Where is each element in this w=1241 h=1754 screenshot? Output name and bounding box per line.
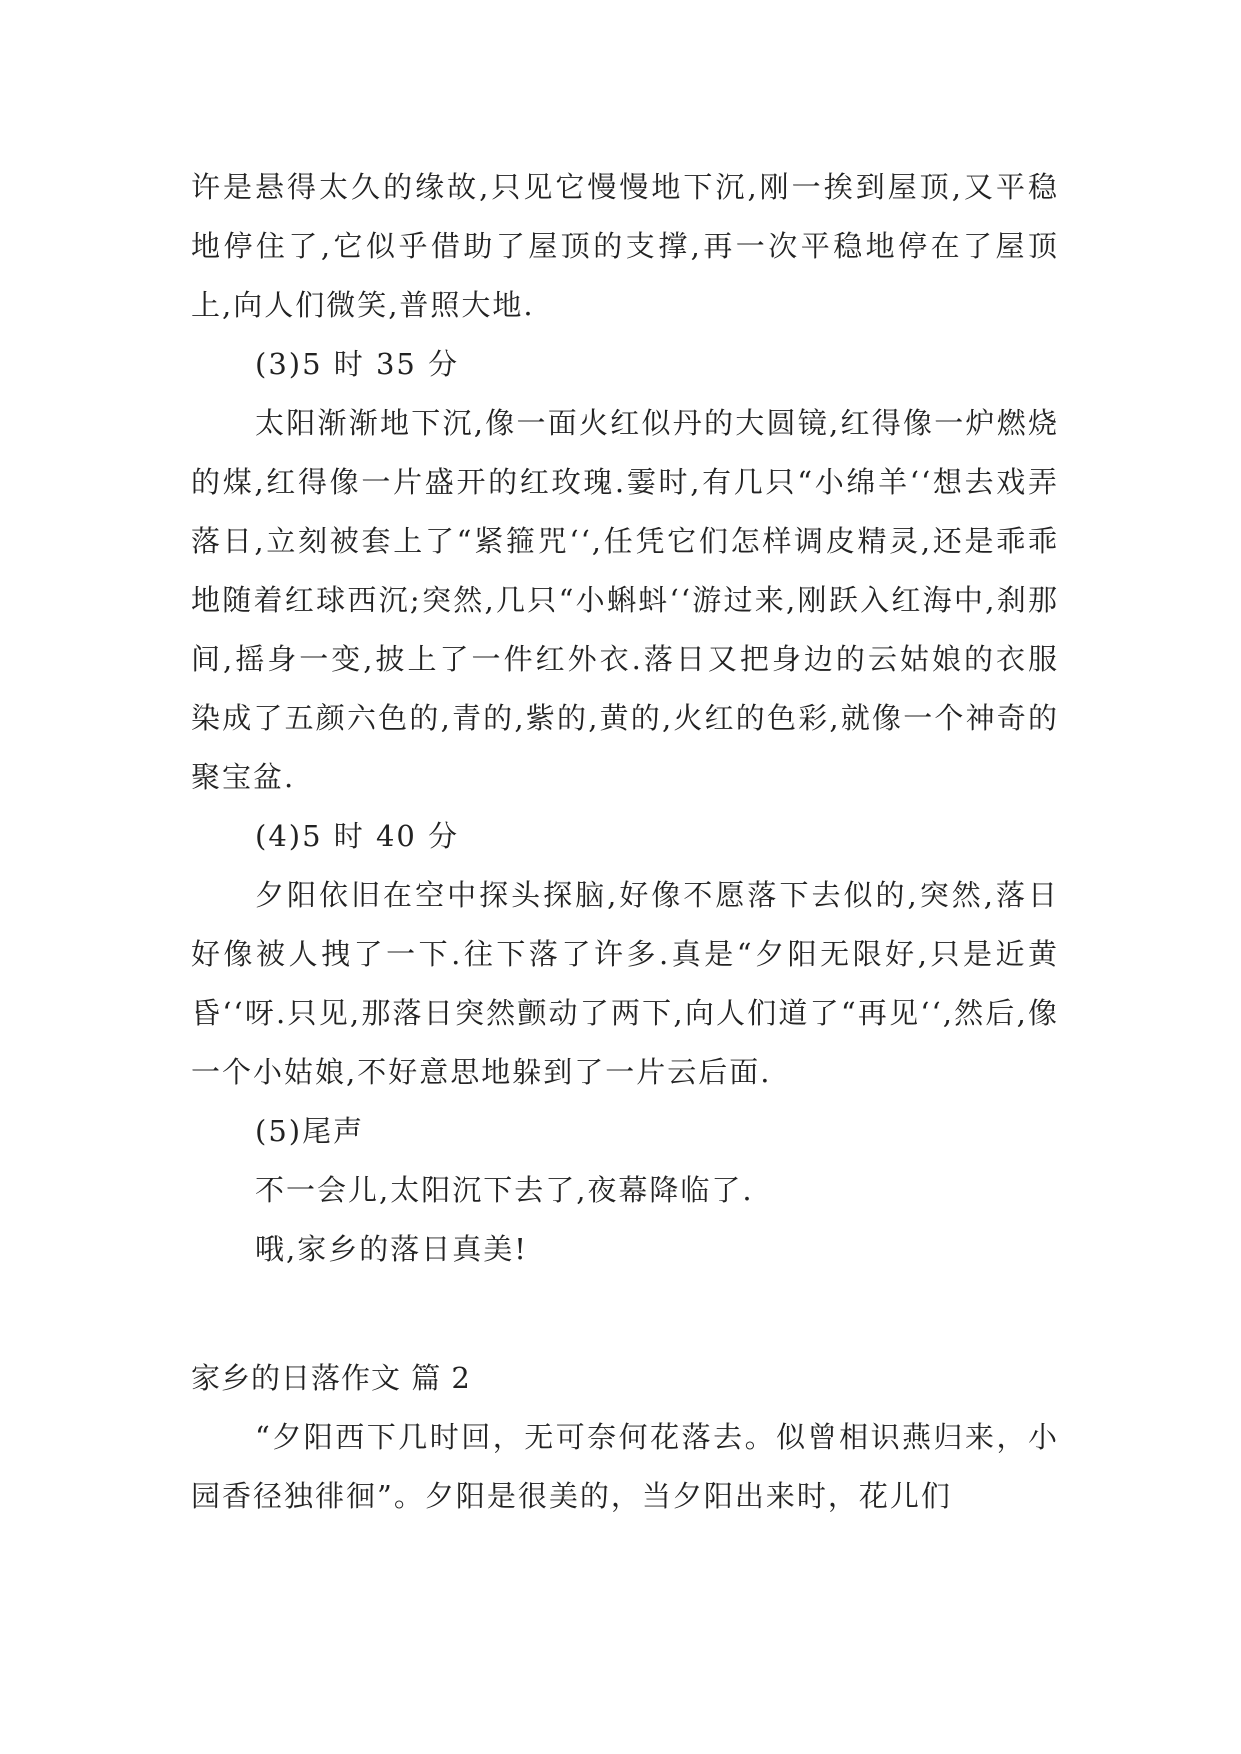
paragraph-closing: 哦,家乡的落日真美!	[255, 1232, 528, 1266]
paragraph-section-2-opening: “夕阳西下几时回，无可奈何花落去。似曾相识燕归来，小园香径独徘徊”。夕阳是很美的，当夕阳出来时，花儿们	[191, 1420, 1059, 1513]
subheading-5-40: (4)5 时 40 分	[255, 819, 460, 853]
section-title-part-2: 家乡的日落作文 篇 2	[191, 1361, 471, 1395]
subheading-epilogue: (5)尾声	[255, 1114, 365, 1148]
text-column	[191, 158, 1059, 1526]
paragraph-night-falls: 不一会儿,太阳沉下去了,夜幕降临了.	[255, 1173, 754, 1207]
paragraph-continuation: 许是悬得太久的缘故,只见它慢慢地下沉,刚一挨到屋顶,又平稳地停住了,它似乎借助了屋顶的支撑,再一次平稳地停在了屋顶上,向人们微笑,普照大地.	[191, 170, 1059, 322]
paragraph-sunset-hiding: 夕阳依旧在空中探头探脑,好像不愿落下去似的,突然,落日好像被人拽了一下.往下落了许多.真是“夕阳无限好,只是近黄昏‘‘呀.只见,那落日突然颤动了两下,向人们道了“再见‘‘,然后,像一个小姑娘,不好意思地躲到了一片云后面.	[191, 878, 1059, 1089]
paragraph-sunset-descent: 太阳渐渐地下沉,像一面火红似丹的大圆镜,红得像一炉燃烧的煤,红得像一片盛开的红玫瑰.霎时,有几只“小绵羊‘‘想去戏弄落日,立刻被套上了“紧箍咒‘‘,任凭它们怎样调皮精灵,还是乖乖地随着红球西沉;突然,几只“小蝌蚪‘‘游过来,刚跃入红海中,刹那间,摇身一变,披上了一件红外衣.落日又把身边的云姑娘的衣服染成了五颜六色的,青的,紫的,黄的,火红的色彩,就像一个神奇的聚宝盆.	[191, 406, 1059, 794]
subheading-5-35: (3)5 时 35 分	[255, 347, 460, 381]
